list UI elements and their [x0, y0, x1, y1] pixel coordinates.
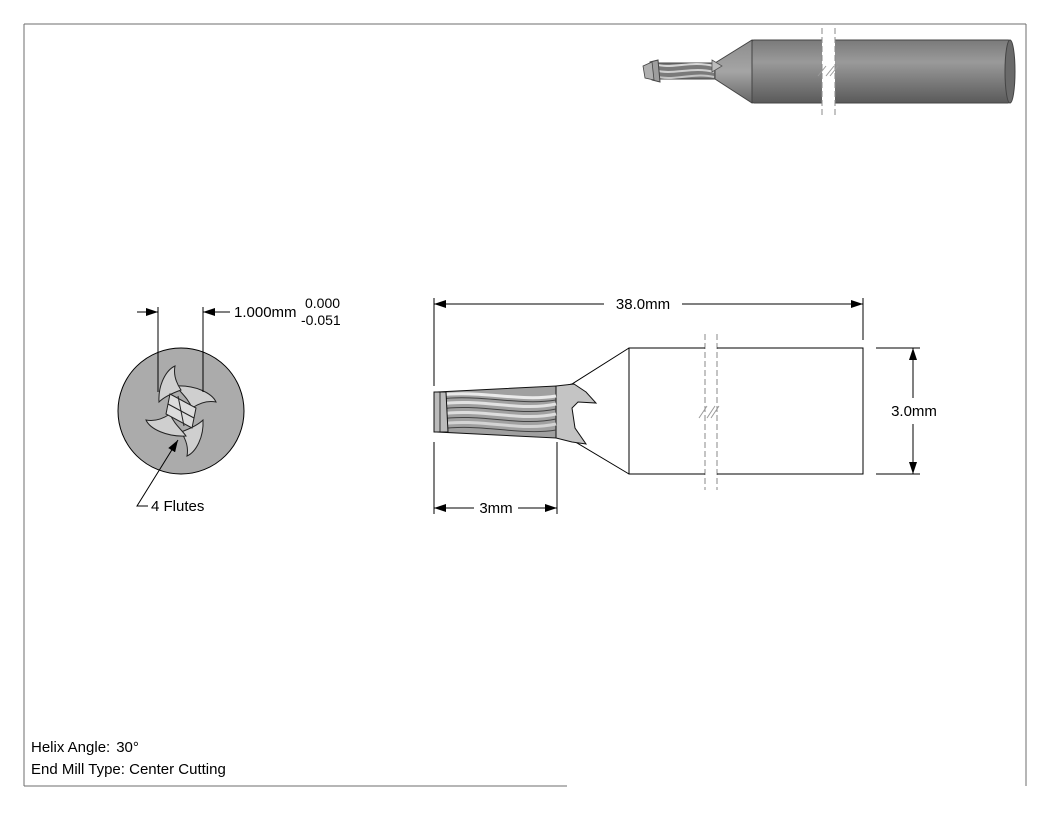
tolerance-upper-label: 0.000 [305, 295, 341, 311]
tolerance-lower-label: -0.051 [301, 312, 341, 328]
shank-diameter-label: 3.0mm [891, 403, 937, 420]
helix-angle-label: Helix Angle: [31, 739, 111, 756]
overall-length-label: 38.0mm [615, 296, 671, 313]
helix-angle-value: 30° [116, 739, 139, 756]
end-mill-type-value: Center Cutting [129, 761, 226, 778]
helix-angle-note [31, 739, 139, 756]
cut-length-label: 3mm [479, 500, 513, 517]
flutes-callout: 4 Flutes [151, 498, 205, 515]
end-mill-iso-view [643, 28, 1015, 115]
end-mill-type-label: End Mill Type: [31, 761, 125, 778]
side-view [434, 296, 937, 517]
end-mill-type-note [31, 761, 226, 778]
diameter-nominal-label: 1.000mm [234, 304, 297, 321]
end-view [118, 295, 341, 515]
